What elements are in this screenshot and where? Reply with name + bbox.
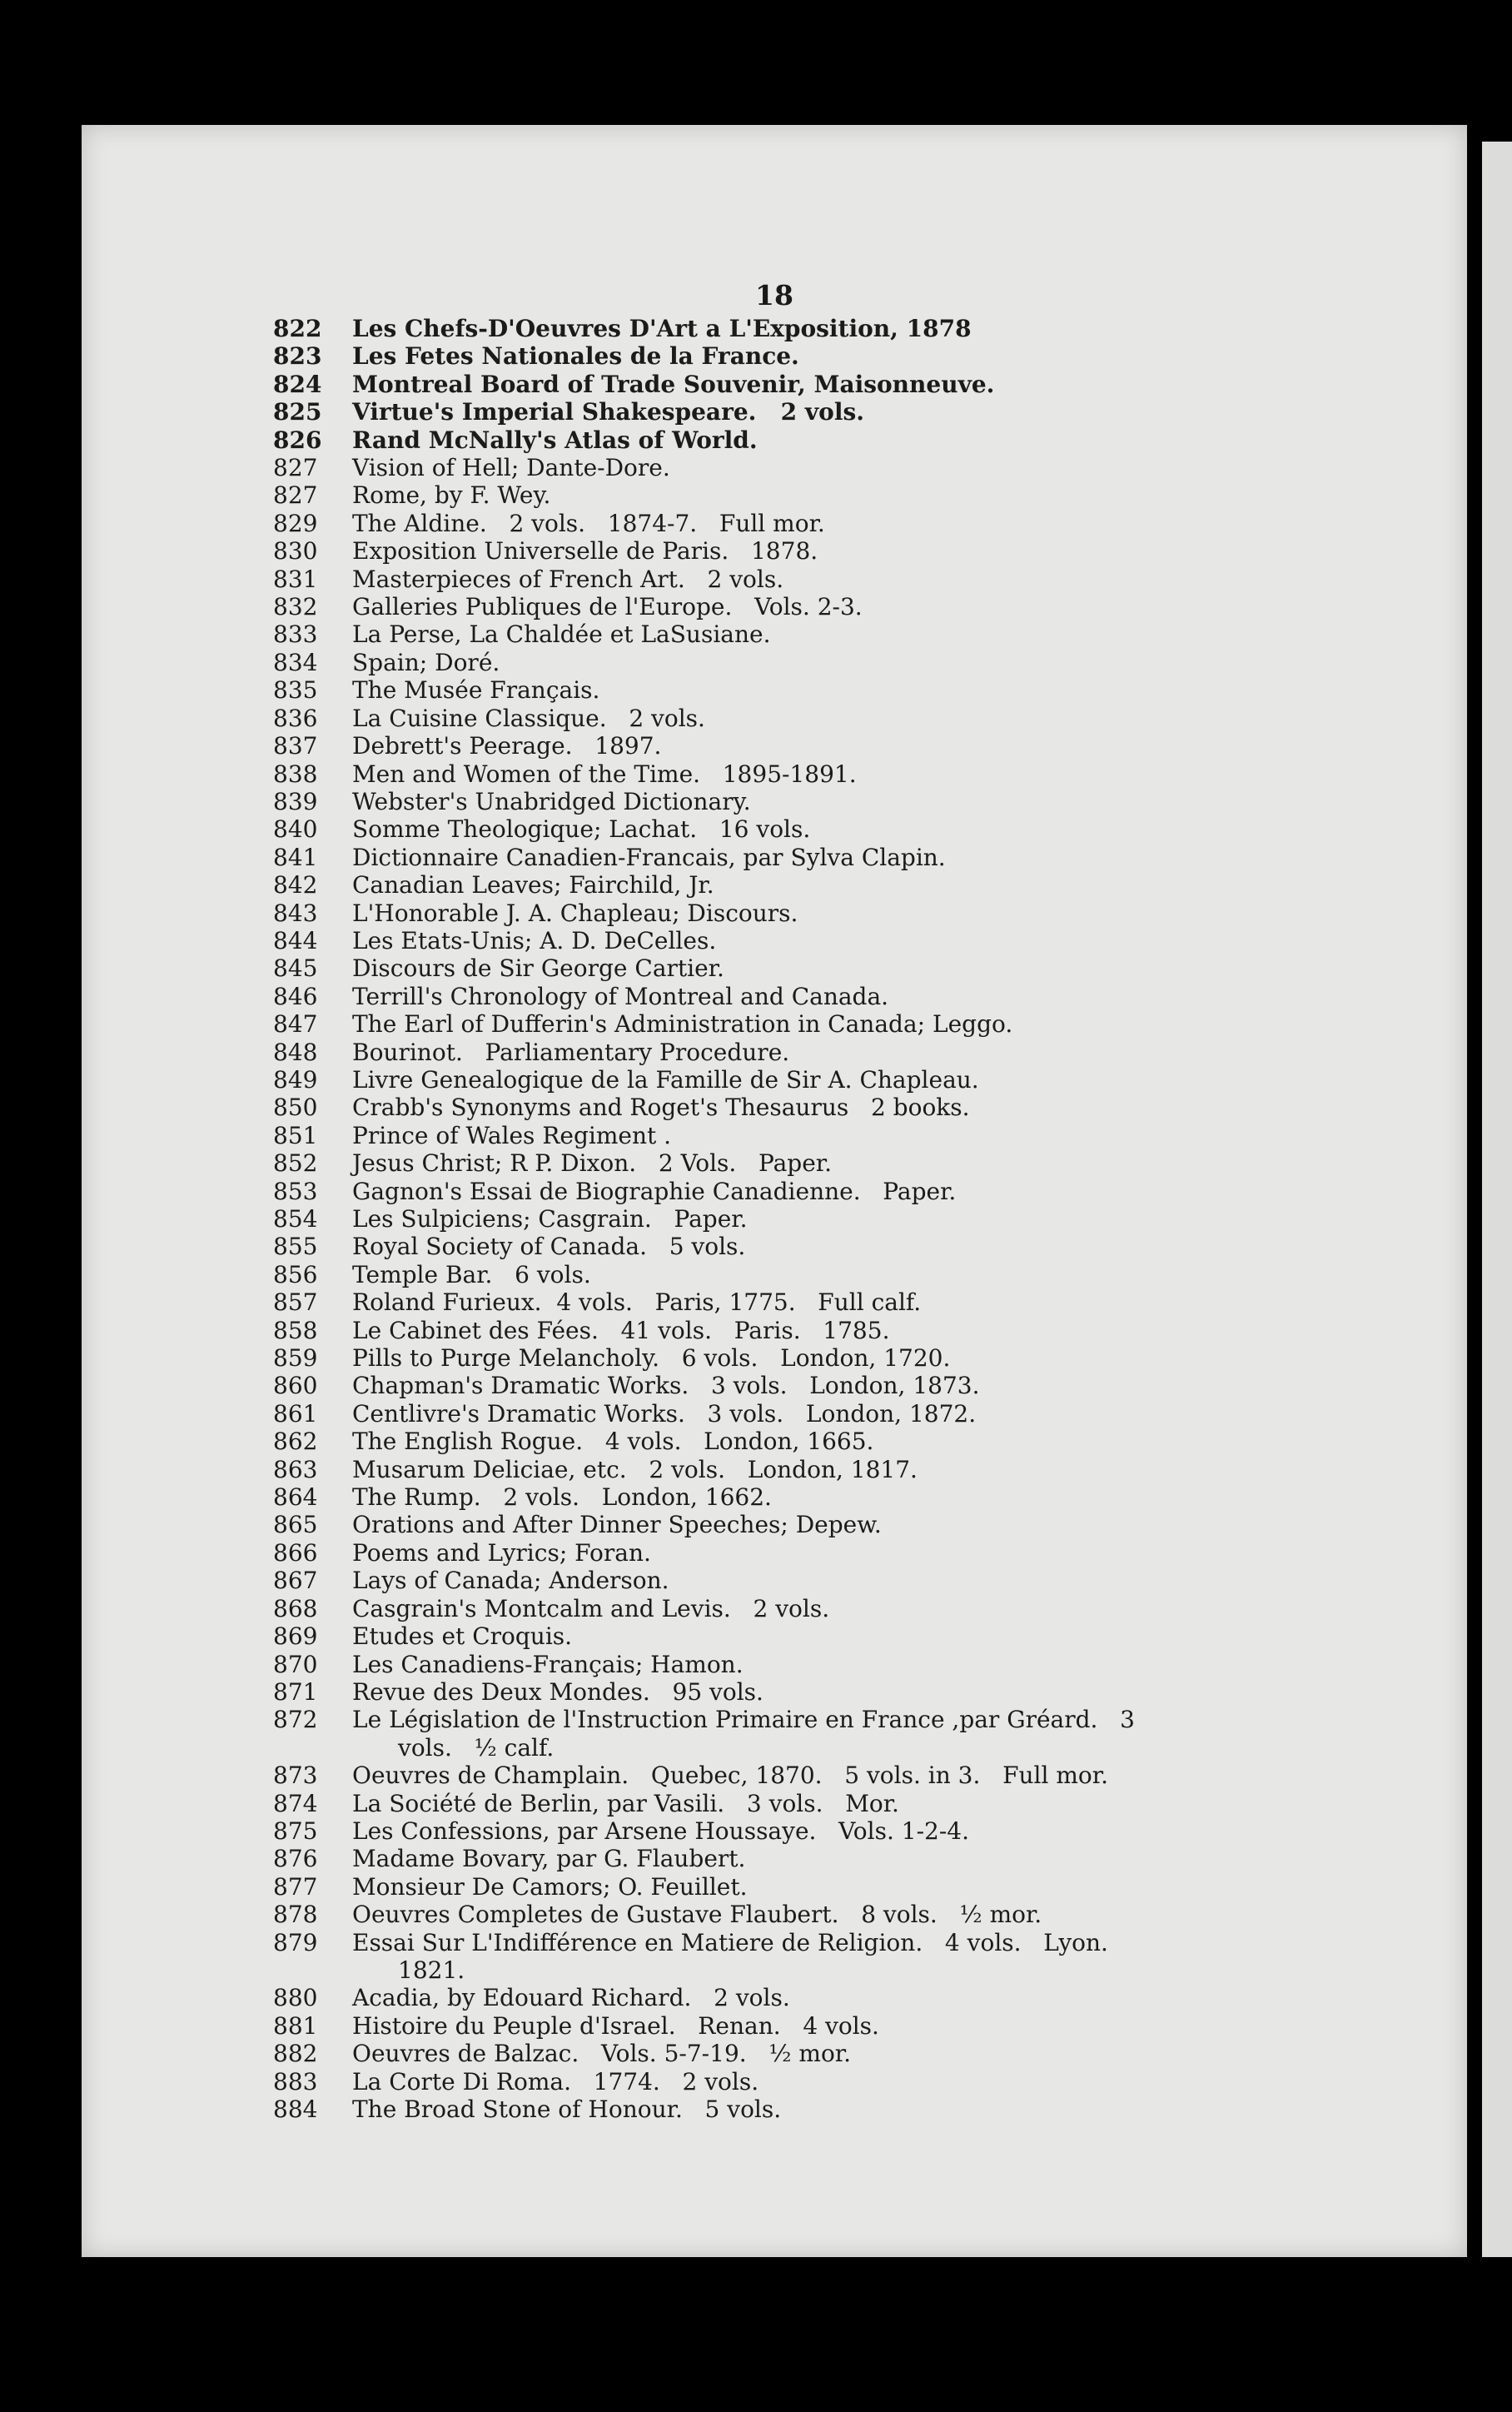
- catalogue-entry: [273, 2068, 1372, 2096]
- entry-title: [352, 871, 1372, 899]
- entry-text: Somme Theologique; Lachat. 16 vols.: [352, 815, 811, 844]
- entry-number: 879: [273, 1928, 318, 1956]
- catalogue-entry: [273, 398, 1372, 426]
- catalogue-entry: [273, 1901, 1372, 1928]
- entry-number: 884: [273, 2096, 318, 2123]
- entry-number: 874: [273, 1789, 318, 1817]
- entry-text: Debrett's Peerage. 1897.: [352, 732, 662, 760]
- entry-number: 858: [273, 1316, 318, 1344]
- entry-title: [352, 1901, 1372, 1928]
- entry-text: Crabb's Synonyms and Roget's Thesaurus 2 books.: [352, 1094, 970, 1122]
- catalogue-entry: [273, 1567, 1372, 1594]
- entry-text: Madame Bovary, par G. Flaubert.: [352, 1845, 746, 1873]
- entry-title: [352, 1845, 1372, 1872]
- entry-number: 869: [273, 1622, 318, 1651]
- catalogue-entry: [273, 1428, 1372, 1455]
- catalogue-entry: [273, 815, 1372, 843]
- entry-text: Les Etats-Unis; A. D. DeCelles.: [352, 926, 717, 954]
- entry-title: [352, 1678, 1372, 1706]
- entry-number: 853: [273, 1177, 318, 1205]
- catalogue-entry: [273, 1622, 1372, 1650]
- entry-number: 823: [273, 342, 322, 371]
- entry-title: [352, 2096, 1372, 2123]
- catalogue-entry: [273, 1317, 1372, 1344]
- catalogue-entry: [273, 315, 1372, 342]
- entry-number: 832: [273, 593, 318, 621]
- catalogue-entry: [273, 1344, 1372, 1372]
- entry-number: 870: [273, 1650, 318, 1678]
- entry-number: 846: [273, 982, 318, 1010]
- entry-text: Webster's Unabridged Dictionary.: [352, 787, 751, 815]
- entry-text: Livre Genealogique de la Famille de Sir A. Chapleau.: [352, 1065, 979, 1094]
- entry-text: Poems and Lyrics; Foran.: [352, 1538, 651, 1567]
- entry-title: [352, 481, 1372, 509]
- entry-text: Chapman's Dramatic Works. 3 vols. London, 1873.: [352, 1372, 980, 1400]
- catalogue-entry: [273, 1706, 1372, 1762]
- catalogue-entry: [273, 1205, 1372, 1233]
- entry-title: [352, 705, 1372, 732]
- entry-number: 826: [273, 426, 322, 454]
- catalogue-entry: [273, 1066, 1372, 1094]
- entry-number: 872: [273, 1706, 318, 1734]
- catalogue-entry: [273, 1984, 1372, 2011]
- entry-number: 881: [273, 2011, 318, 2040]
- entry-number: 827: [273, 481, 318, 510]
- entry-title: [352, 426, 1372, 454]
- entry-title: [352, 788, 1372, 815]
- entry-title: [352, 566, 1372, 593]
- entry-text: Musarum Deliciae, etc. 2 vols. London, 1817.: [352, 1455, 918, 1483]
- entry-title: [352, 927, 1372, 954]
- entry-text: Centlivre's Dramatic Works. 3 vols. London, 1872.: [352, 1399, 977, 1428]
- entry-title: [352, 1288, 1372, 1316]
- entry-text: Canadian Leaves; Fairchild, Jr.: [352, 871, 714, 900]
- entry-text: Jesus Christ; R P. Dixon. 2 Vols. Paper.: [352, 1149, 832, 1178]
- entry-title: [352, 1039, 1372, 1066]
- entry-title: [352, 1483, 1372, 1511]
- catalogue-entry: [273, 676, 1372, 704]
- catalogue-entry: [273, 788, 1372, 815]
- entry-number: 848: [273, 1038, 318, 1066]
- entry-title: [352, 1511, 1372, 1538]
- entry-title: [352, 1261, 1372, 1288]
- entry-title: [352, 537, 1372, 565]
- entry-number: 840: [273, 815, 318, 844]
- entry-number: 875: [273, 1816, 318, 1845]
- catalogue-entry: [273, 1762, 1372, 1789]
- entry-text: Oeuvres de Champlain. Quebec, 1870. 5 vols. in 3. Full mor.: [352, 1762, 1108, 1790]
- entry-number: 854: [273, 1205, 318, 1233]
- catalogue-entry: [273, 1873, 1372, 1901]
- catalogue-entry: [273, 705, 1372, 732]
- entry-title: [352, 983, 1372, 1010]
- entry-title: [352, 2068, 1372, 2096]
- entry-title: [352, 315, 1372, 342]
- entry-number: 850: [273, 1094, 318, 1122]
- catalogue-entry: [273, 454, 1372, 481]
- entry-number: 855: [273, 1233, 318, 1261]
- entry-text: The Broad Stone of Honour. 5 vols.: [352, 2096, 782, 2123]
- catalogue-entry: [273, 426, 1372, 454]
- entry-number: 841: [273, 843, 318, 871]
- entry-text: La Perse, La Chaldée et LaSusiane.: [352, 620, 771, 649]
- entry-number: 883: [273, 2067, 318, 2096]
- entry-title: [352, 732, 1372, 760]
- entry-text: Les Canadiens-Français; Hamon.: [352, 1650, 744, 1678]
- entry-title: [352, 1873, 1372, 1901]
- entry-continuation: 1821.: [398, 1956, 465, 1984]
- entry-text: Terrill's Chronology of Montreal and Canada.: [352, 982, 889, 1010]
- catalogue-entry: [273, 1233, 1372, 1260]
- entry-number: 851: [273, 1121, 318, 1149]
- entry-text: Essai Sur L'Indifférence en Matiere de Religion. 4 vols. Lyon.: [352, 1928, 1108, 1956]
- entry-text: Monsieur De Camors; O. Feuillet.: [352, 1872, 748, 1901]
- entry-text: Temple Bar. 6 vols.: [352, 1260, 591, 1288]
- entry-number: 873: [273, 1762, 318, 1790]
- catalogue-entry: [273, 1122, 1372, 1149]
- entry-title: [352, 1706, 1372, 1762]
- catalogue-entry: [273, 1790, 1372, 1817]
- entry-text: Rome, by F. Wey.: [352, 481, 551, 510]
- entry-title: [352, 900, 1372, 927]
- catalogue-entry: [273, 1845, 1372, 1872]
- catalogue-entry: [273, 1539, 1372, 1567]
- entry-text: The Musée Français.: [352, 676, 600, 705]
- entry-number: 876: [273, 1845, 318, 1873]
- catalogue-entry: [273, 871, 1372, 899]
- entry-number: 856: [273, 1260, 318, 1288]
- entry-number: 859: [273, 1344, 318, 1373]
- entry-title: [352, 510, 1372, 537]
- entry-title: [352, 844, 1372, 871]
- entry-text: Virtue's Imperial Shakespeare. 2 vols.: [352, 398, 864, 426]
- entry-number: 878: [273, 1901, 318, 1929]
- entry-title: [352, 1317, 1372, 1344]
- entry-number: 880: [273, 1984, 318, 2012]
- catalogue-entry: [273, 510, 1372, 537]
- entry-number: 834: [273, 648, 318, 676]
- catalogue-entry: [273, 1372, 1372, 1399]
- entry-text: Les Sulpiciens; Casgrain. Paper.: [352, 1205, 748, 1233]
- entry-title: [352, 1984, 1372, 2011]
- catalogue-entry: [273, 1511, 1372, 1538]
- entry-title: [352, 1790, 1372, 1817]
- entry-number: 849: [273, 1065, 318, 1094]
- entry-title: [352, 2012, 1372, 2040]
- entry-title: [352, 1178, 1372, 1205]
- catalogue-entry: [273, 1094, 1372, 1121]
- entry-text: Lays of Canada; Anderson.: [352, 1567, 669, 1595]
- entry-text: Vision of Hell; Dante-Dore.: [352, 454, 670, 482]
- entry-number: 827: [273, 454, 318, 482]
- entry-title: [352, 676, 1372, 704]
- entry-title: [352, 1762, 1372, 1789]
- entry-number: 847: [273, 1010, 318, 1039]
- catalogue-entry: [273, 593, 1372, 620]
- entry-text: Oeuvres Completes de Gustave Flaubert. 8 vols. ½ mor.: [352, 1901, 1042, 1929]
- entry-text: Le Législation de l'Instruction Primaire en France ,par Gréard. 3: [352, 1706, 1135, 1734]
- entry-title: [352, 398, 1372, 426]
- entry-title: [352, 1400, 1372, 1428]
- catalogue-entry: [273, 732, 1372, 760]
- entry-text: Gagnon's Essai de Biographie Canadienne. Paper.: [352, 1177, 957, 1205]
- catalogue-entry: [273, 927, 1372, 954]
- entry-title: [352, 1094, 1372, 1121]
- entry-title: [352, 1344, 1372, 1372]
- entry-text: Casgrain's Montcalm and Levis. 2 vols.: [352, 1594, 830, 1622]
- entry-text: Rand McNally's Atlas of World.: [352, 426, 758, 454]
- entry-number: 825: [273, 398, 322, 426]
- entry-title: [352, 1817, 1372, 1845]
- entry-text: L'Honorable J. A. Chapleau; Discours.: [352, 899, 798, 927]
- entry-title: [352, 2040, 1372, 2067]
- entry-text: La Société de Berlin, par Vasili. 3 vols. Mor.: [352, 1789, 899, 1817]
- entry-title: [352, 1066, 1372, 1094]
- entry-number: 839: [273, 787, 318, 815]
- entry-text: Histoire du Peuple d'Israel. Renan. 4 vols.: [352, 2011, 879, 2040]
- entry-number: 844: [273, 926, 318, 954]
- entry-number: 871: [273, 1677, 318, 1706]
- catalogue-entry: [273, 1149, 1372, 1177]
- entry-text: Etudes et Croquis.: [352, 1622, 573, 1651]
- entry-title: [352, 1010, 1372, 1038]
- entry-text: Prince of Wales Regiment .: [352, 1121, 672, 1149]
- entry-number: 866: [273, 1538, 318, 1567]
- entry-number: 860: [273, 1372, 318, 1400]
- entry-number: 865: [273, 1511, 318, 1539]
- catalogue-entry: [273, 1261, 1372, 1288]
- adjacent-page-edge: [1482, 142, 1512, 2257]
- entry-number: 868: [273, 1594, 318, 1622]
- entry-text: Les Confessions, par Arsene Houssaye. Vols. 1-2-4.: [352, 1816, 970, 1845]
- entry-number: 836: [273, 704, 318, 732]
- entry-title: [352, 815, 1372, 843]
- entry-text: Revue des Deux Mondes. 95 vols.: [352, 1677, 763, 1706]
- entry-text: The Aldine. 2 vols. 1874-7. Full mor.: [352, 509, 825, 537]
- catalogue-entry: [273, 1039, 1372, 1066]
- entry-title: [352, 1149, 1372, 1177]
- entry-number: 845: [273, 954, 318, 983]
- entry-text: Les Fetes Nationales de la France.: [352, 342, 799, 371]
- catalogue-entry: [273, 1178, 1372, 1205]
- catalogue-entry: [273, 844, 1372, 871]
- catalogue-entry: [273, 1288, 1372, 1316]
- catalogue-entry: [273, 1483, 1372, 1511]
- catalogue-entry: [273, 1929, 1372, 1985]
- catalogue-entry: [273, 1817, 1372, 1845]
- entry-title: [352, 1651, 1372, 1678]
- catalogue-entry: [273, 481, 1372, 509]
- entry-number: 842: [273, 871, 318, 900]
- entry-text: La Cuisine Classique. 2 vols.: [352, 704, 705, 732]
- entry-text: Oeuvres de Balzac. Vols. 5-7-19. ½ mor.: [352, 2040, 852, 2068]
- entry-number: 862: [273, 1428, 318, 1456]
- entry-title: [352, 1456, 1372, 1483]
- page-number: 18: [755, 279, 793, 311]
- entry-text: Discours de Sir George Cartier.: [352, 954, 724, 983]
- entry-number: 857: [273, 1288, 318, 1317]
- entry-text: Le Cabinet des Fées. 41 vols. Paris. 1785.: [352, 1316, 890, 1344]
- catalogue-entry: [273, 1595, 1372, 1622]
- entry-number: 838: [273, 760, 318, 788]
- entry-title: [352, 1428, 1372, 1455]
- catalogue-entry: [273, 371, 1372, 398]
- entry-title: [352, 1122, 1372, 1149]
- entry-title: [352, 593, 1372, 620]
- catalogue-entry: [273, 1010, 1372, 1038]
- entry-text: Roland Furieux. 4 vols. Paris, 1775. Full calf.: [352, 1288, 922, 1317]
- entry-title: [352, 1567, 1372, 1594]
- entry-text: Spain; Doré.: [352, 648, 500, 676]
- entry-number: 864: [273, 1483, 318, 1512]
- catalogue-entry: [273, 954, 1372, 982]
- entry-title: [352, 1372, 1372, 1399]
- entry-text: Montreal Board of Trade Souvenir, Maisonneuve.: [352, 370, 995, 398]
- entry-number: 882: [273, 2040, 318, 2068]
- entry-title: [352, 454, 1372, 481]
- entry-text: Men and Women of the Time. 1895-1891.: [352, 760, 857, 788]
- entry-number: 852: [273, 1149, 318, 1178]
- entry-text: Pills to Purge Melancholy. 6 vols. London, 1720.: [352, 1344, 951, 1373]
- entry-title: [352, 371, 1372, 398]
- entry-number: 863: [273, 1455, 318, 1483]
- entry-number: 831: [273, 565, 318, 593]
- entry-number: 822: [273, 315, 322, 342]
- entry-text: The Earl of Dufferin's Administration in Canada; Leggo.: [352, 1010, 1013, 1039]
- entry-text: Les Chefs-D'Oeuvres D'Art a L'Exposition, 1878: [352, 315, 972, 342]
- entry-number: 877: [273, 1872, 318, 1901]
- entry-number: 861: [273, 1399, 318, 1428]
- entry-text: Bourinot. Parliamentary Procedure.: [352, 1038, 790, 1066]
- entry-number: 830: [273, 537, 318, 566]
- entry-title: [352, 342, 1372, 370]
- catalogue-entry: [273, 342, 1372, 370]
- entry-title: [352, 1622, 1372, 1650]
- entry-number: 829: [273, 509, 318, 537]
- entry-text: The Rump. 2 vols. London, 1662.: [352, 1483, 772, 1512]
- entry-number: 824: [273, 370, 322, 398]
- entry-continuation: vols. ½ calf.: [398, 1733, 555, 1762]
- catalogue-entry: [273, 566, 1372, 593]
- entry-text: La Corte Di Roma. 1774. 2 vols.: [352, 2067, 759, 2096]
- entry-title: [352, 1539, 1372, 1567]
- catalogue-list: [273, 315, 1372, 2123]
- entry-title: [352, 954, 1372, 982]
- catalogue-entry: [273, 537, 1372, 565]
- catalogue-entry: [273, 1456, 1372, 1483]
- entry-text: Dictionnaire Canadien-Francais, par Sylva Clapin.: [352, 843, 946, 871]
- catalogue-entry: [273, 1678, 1372, 1706]
- catalogue-entry: [273, 900, 1372, 927]
- entry-title: [352, 1929, 1372, 1985]
- entry-number: 833: [273, 620, 318, 649]
- entry-text: Royal Society of Canada. 5 vols.: [352, 1233, 746, 1261]
- entry-text: Orations and After Dinner Speeches; Depew.: [352, 1511, 882, 1539]
- entry-text: Masterpieces of French Art. 2 vols.: [352, 565, 784, 593]
- entry-title: [352, 649, 1372, 676]
- catalogue-entry: [273, 2012, 1372, 2040]
- entry-title: [352, 1205, 1372, 1233]
- catalogue-entry: [273, 760, 1372, 788]
- entry-number: 835: [273, 676, 318, 705]
- entry-text: Galleries Publiques de l'Europe. Vols. 2-3.: [352, 593, 863, 621]
- entry-number: 867: [273, 1567, 318, 1595]
- entry-text: Acadia, by Edouard Richard. 2 vols.: [352, 1984, 790, 2012]
- catalogue-entry: [273, 2040, 1372, 2067]
- catalogue-entry: [273, 2096, 1372, 2123]
- catalogue-entry: [273, 620, 1372, 648]
- catalogue-entry: [273, 983, 1372, 1010]
- entry-number: 837: [273, 732, 318, 760]
- catalogue-entry: [273, 1651, 1372, 1678]
- entry-title: [352, 620, 1372, 648]
- entry-title: [352, 1233, 1372, 1260]
- catalogue-page: [82, 125, 1467, 2257]
- entry-text: The English Rogue. 4 vols. London, 1665.: [352, 1428, 874, 1456]
- entry-text: Exposition Universelle de Paris. 1878.: [352, 537, 818, 566]
- entry-number: 843: [273, 899, 318, 927]
- entry-title: [352, 760, 1372, 788]
- entry-title: [352, 1595, 1372, 1622]
- catalogue-entry: [273, 649, 1372, 676]
- catalogue-entry: [273, 1400, 1372, 1428]
